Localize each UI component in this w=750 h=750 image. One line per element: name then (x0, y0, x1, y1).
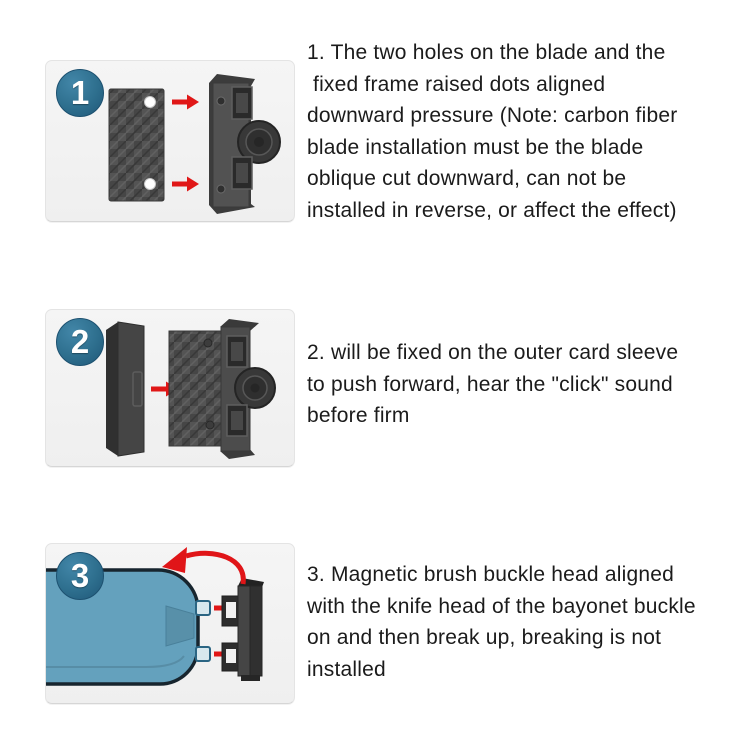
instruction-line: fixed frame raised dots aligned (307, 72, 606, 96)
step3-illustration-panel (45, 543, 295, 704)
blade-hole-bottom (145, 179, 156, 190)
raised-dot-bottom (206, 421, 214, 429)
frame-slot-top (232, 87, 252, 119)
buckle-hook-bottom (222, 643, 240, 671)
buckle-head-bottom (196, 647, 210, 661)
instruction-line: 2. will be fixed on the outer card sleeve (307, 341, 679, 364)
instruction-line: 1. The two holes on the blade and the (307, 41, 666, 64)
instruction-line: to push forward, hear the "click" sound (307, 372, 673, 396)
carbon-fiber-blade (109, 89, 164, 201)
frame-slot-bottom (227, 405, 247, 436)
instruction-line: 3. Magnetic brush buckle head aligned (307, 563, 674, 586)
instruction-line: installed in reverse, or affect the effect) (307, 198, 677, 222)
step2-illustration-panel (45, 309, 295, 467)
instruction-line: oblique cut downward, can not be (307, 167, 627, 190)
buckle-head-top (196, 601, 210, 615)
step3-instructions (307, 559, 696, 685)
instruction-line: on and then break up, breaking is not (307, 626, 662, 649)
step2-number-badge: 2 (56, 318, 104, 366)
frame-slot-top (227, 336, 247, 367)
raised-dot-top (217, 97, 225, 105)
fixed-frame (209, 74, 280, 214)
arrow-right-icon (172, 177, 199, 192)
instruction-line: downward pressure (Note: carbon fiber (307, 104, 678, 127)
instruction-line: blade installation must be the blade (307, 135, 644, 159)
bayonet-buckle (222, 578, 264, 681)
outer-card-sleeve (106, 322, 144, 456)
instruction-line: before firm (307, 404, 410, 427)
buckle-hook-top (222, 596, 240, 626)
raised-dot-bottom (217, 185, 225, 193)
instruction-line: with the knife head of the bayonet buckle (307, 594, 696, 618)
step2-instructions (307, 337, 678, 432)
step1-instructions (307, 37, 677, 226)
step1-number-badge: 1 (56, 69, 104, 117)
raised-dot-top (204, 339, 212, 347)
frame-slot-bottom (232, 157, 252, 189)
arrow-right-icon (172, 95, 199, 110)
step3-number-badge: 3 (56, 552, 104, 600)
blade-hole-top (145, 97, 156, 108)
step1-illustration-panel (45, 60, 295, 222)
instruction-line: installed (307, 657, 386, 681)
carbon-fiber-blade (169, 331, 221, 446)
assembled-blade-frame (169, 319, 275, 459)
